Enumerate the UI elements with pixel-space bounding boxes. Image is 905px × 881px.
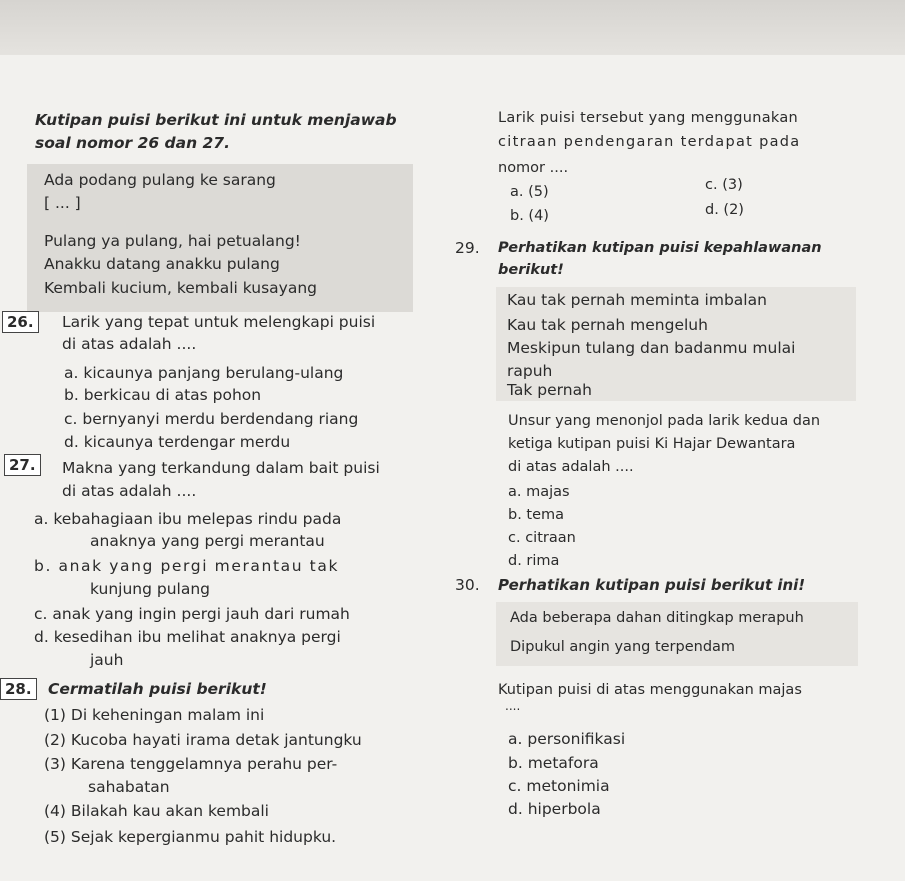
q30-option-b[interactable]: b. metafora xyxy=(508,754,599,772)
poem-line: Meskipun tulang dan badanmu mulai xyxy=(507,339,796,357)
q28-option-d[interactable]: d. (2) xyxy=(705,202,744,218)
poem-line: Kembali kucium, kembali kusayang xyxy=(44,279,317,297)
q30-option-a[interactable]: a. personifikasi xyxy=(508,730,626,748)
q28-option-a[interactable]: a. (5) xyxy=(510,184,549,200)
poem-line: Tak pernah xyxy=(507,381,592,399)
q28-line-4: (4) Bilakah kau akan kembali xyxy=(44,802,269,820)
poem-line: Dipukul angin yang terpendam xyxy=(510,639,736,655)
question-number-27: 27. xyxy=(4,454,41,476)
q28-line-3: (3) Karena tenggelamnya perahu per- xyxy=(44,755,338,773)
poem-line: Ada podang pulang ke sarang xyxy=(44,171,276,189)
q27-stem: di atas adalah .... xyxy=(62,482,197,500)
q27-option-b-cont: kunjung pulang xyxy=(90,580,210,598)
q29-stem: berikut! xyxy=(498,262,564,278)
q28-stem: Cermatilah puisi berikut! xyxy=(48,680,267,698)
poem-line: rapuh xyxy=(507,362,553,380)
q27-option-d-cont: jauh xyxy=(90,651,124,669)
q27-option-c[interactable]: c. anak yang ingin pergi jauh dari rumah xyxy=(34,605,350,623)
q27-option-d[interactable]: d. kesedihan ibu melihat anaknya pergi xyxy=(34,628,341,646)
question-number-30: 30. xyxy=(455,576,480,594)
poem-line: Kau tak pernah mengeluh xyxy=(507,316,708,334)
q28-line-1: (1) Di keheningan malam ini xyxy=(44,706,265,724)
poem-line: Anakku datang anakku pulang xyxy=(44,255,280,273)
q29-question-line: Unsur yang menonjol pada larik kedua dan xyxy=(508,413,821,429)
q30-option-d[interactable]: d. hiperbola xyxy=(508,800,601,818)
q27-stem: Makna yang terkandung dalam bait puisi xyxy=(62,459,380,477)
q29-option-d[interactable]: d. rima xyxy=(508,553,560,569)
q29-question-line: ketiga kutipan puisi Ki Hajar Dewantara xyxy=(508,436,796,452)
q30-stem: Perhatikan kutipan puisi berikut ini! xyxy=(498,576,806,594)
q30-option-c[interactable]: c. metonimia xyxy=(508,777,610,795)
q29-option-b[interactable]: b. tema xyxy=(508,507,565,523)
q30-question-line: Kutipan puisi di atas menggunakan majas xyxy=(498,682,802,698)
q26-stem: di atas adalah .... xyxy=(62,335,197,353)
q26-option-a[interactable]: a. kicaunya panjang berulang-ulang xyxy=(64,364,344,382)
q26-option-b[interactable]: b. berkicau di atas pohon xyxy=(64,386,262,404)
q28-line-2: (2) Kucoba hayati irama detak jantungku xyxy=(44,731,362,749)
q28-continuation-line: nomor .... xyxy=(498,160,569,176)
question-number-29: 29. xyxy=(455,239,480,257)
q28-line-3-cont: sahabatan xyxy=(88,778,170,796)
q28-continuation-line: Larik puisi tersebut yang menggunakan xyxy=(498,110,799,126)
poem-line: Pulang ya pulang, hai petualang! xyxy=(44,232,301,250)
intro-text-line2: soal nomor 26 dan 27. xyxy=(35,134,230,152)
q30-question-line: .... xyxy=(505,699,521,713)
poem-line: Kau tak pernah meminta imbalan xyxy=(507,291,767,309)
q29-stem: Perhatikan kutipan puisi kepahlawanan xyxy=(498,240,822,256)
q29-option-c[interactable]: c. citraan xyxy=(508,530,576,546)
poem-line: [ ... ] xyxy=(44,194,81,212)
q27-option-a-cont: anaknya yang pergi merantau xyxy=(90,532,325,550)
q27-option-a[interactable]: a. kebahagiaan ibu melepas rindu pada xyxy=(34,510,342,528)
q26-stem: Larik yang tepat untuk melengkapi puisi xyxy=(62,313,376,331)
q28-option-b[interactable]: b. (4) xyxy=(510,208,549,224)
q28-option-c[interactable]: c. (3) xyxy=(705,177,743,193)
question-number-28: 28. xyxy=(0,678,37,700)
question-number-26: 26. xyxy=(2,311,39,333)
q27-option-b[interactable]: b. anak yang pergi merantau tak xyxy=(34,557,340,575)
q26-option-d[interactable]: d. kicaunya terdengar merdu xyxy=(64,433,291,451)
intro-text-line1: Kutipan puisi berikut ini untuk menjawab xyxy=(35,111,397,129)
poem-line: Ada beberapa dahan ditingkap merapuh xyxy=(510,610,804,626)
q29-question-line: di atas adalah .... xyxy=(508,459,634,475)
q26-option-c[interactable]: c. bernyanyi merdu berdendang riang xyxy=(64,410,359,428)
q29-option-a[interactable]: a. majas xyxy=(508,484,570,500)
q28-line-5: (5) Sejak kepergianmu pahit hidupku. xyxy=(44,828,337,846)
q28-continuation-line: citraan pendengaran terdapat pada xyxy=(498,134,801,150)
